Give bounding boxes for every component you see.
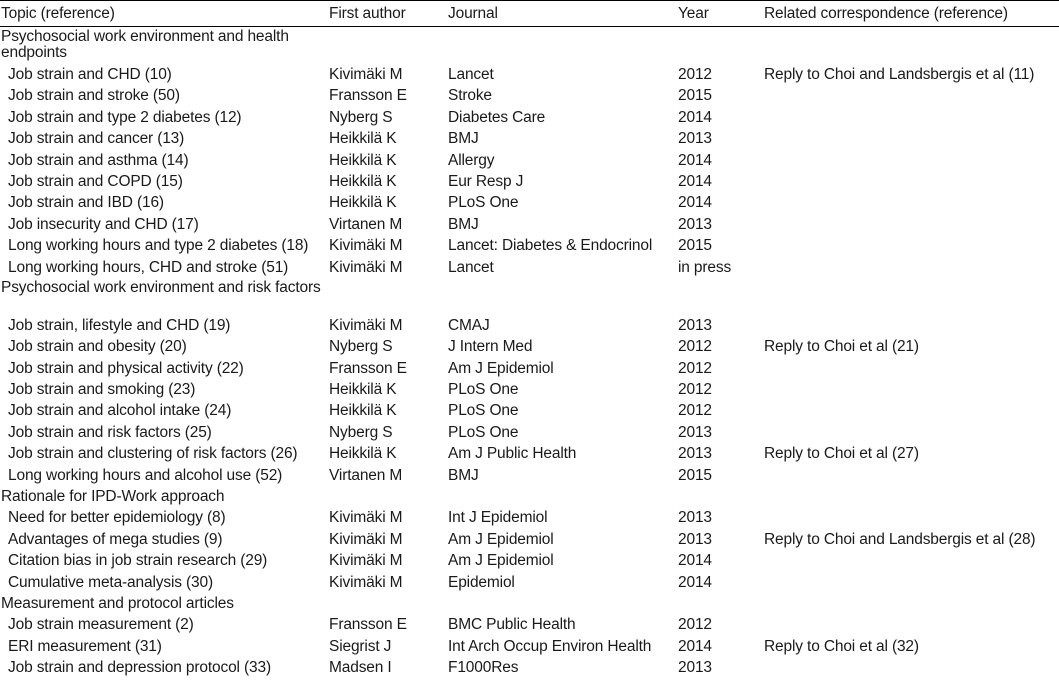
cell-year: 2013 — [678, 445, 712, 463]
cell-topic: Long working hours and alcohol use (52) — [8, 466, 283, 484]
table-row — [0, 336, 1059, 357]
cell-first-author: Kivimäki M — [329, 237, 403, 255]
cell-topic: Advantages of mega studies (9) — [8, 530, 223, 548]
header-journal: Journal — [448, 5, 498, 22]
cell-topic: Job strain and COPD (15) — [8, 172, 183, 190]
cell-topic: ERI measurement (31) — [8, 637, 162, 655]
cell-first-author: Heikkilä K — [329, 130, 397, 148]
cell-first-author: Heikkilä K — [329, 381, 397, 399]
cell-year: 2012 — [678, 616, 712, 634]
table-row — [0, 400, 1059, 421]
header-correspondence: Related correspondence (reference) — [764, 5, 1008, 22]
cell-year: 2014 — [678, 637, 712, 655]
cell-topic: Long working hours and type 2 diabetes (18) — [8, 237, 309, 255]
header-topic: Topic (reference) — [1, 5, 115, 22]
table-row — [0, 572, 1059, 593]
cell-first-author: Nyberg S — [329, 108, 393, 126]
cell-correspondence: Reply to Choi and Landsbergis et al (28) — [764, 530, 1036, 548]
cell-journal: Int J Epidemiol — [448, 509, 548, 527]
cell-first-author: Siegrist J — [329, 637, 392, 655]
cell-year: 2015 — [678, 466, 712, 484]
cell-year: 2013 — [678, 423, 712, 441]
section-title: Measurement and protocol articles — [1, 594, 234, 612]
cell-topic: Job strain and IBD (16) — [8, 194, 164, 212]
cell-first-author: Kivimäki M — [329, 509, 403, 527]
table-row — [0, 192, 1059, 213]
section-row — [0, 593, 1059, 614]
cell-journal: PLoS One — [448, 381, 519, 399]
cell-year: 2012 — [678, 359, 712, 377]
cell-first-author: Fransson E — [329, 616, 407, 634]
section-title: Psychosocial work environment and health endpoints — [1, 28, 289, 61]
header-first-author: First author — [329, 5, 406, 22]
cell-year: 2014 — [678, 552, 712, 570]
cell-journal: Lancet — [448, 258, 494, 276]
cell-topic: Long working hours, CHD and stroke (51) — [8, 258, 289, 276]
cell-year: 2014 — [678, 151, 712, 169]
cell-topic: Job strain and risk factors (25) — [8, 423, 212, 441]
cell-first-author: Nyberg S — [329, 338, 393, 356]
table-row — [0, 64, 1059, 85]
cell-year: 2013 — [678, 509, 712, 527]
cell-journal: Eur Resp J — [448, 172, 524, 190]
table-row — [0, 128, 1059, 149]
cell-first-author: Heikkilä K — [329, 151, 397, 169]
cell-year: 2014 — [678, 573, 712, 591]
cell-journal: PLoS One — [448, 423, 519, 441]
cell-topic: Job insecurity and CHD (17) — [8, 215, 199, 233]
cell-first-author: Virtanen M — [329, 466, 403, 484]
cell-journal: Lancet — [448, 66, 494, 83]
cell-journal: PLoS One — [448, 194, 519, 212]
cell-first-author: Heikkilä K — [329, 445, 397, 463]
table-row — [0, 657, 1059, 678]
table-row — [0, 150, 1059, 171]
cell-topic: Job strain, lifestyle and CHD (19) — [8, 316, 231, 334]
table-body — [0, 27, 1059, 679]
table-row — [0, 465, 1059, 486]
cell-first-author: Kivimäki M — [329, 530, 403, 548]
cell-journal: Am J Epidemiol — [448, 359, 554, 377]
section-row — [0, 486, 1059, 507]
cell-topic: Cumulative meta-analysis (30) — [8, 573, 213, 591]
table-row — [0, 171, 1059, 192]
cell-journal: Allergy — [448, 151, 495, 169]
cell-year: 2014 — [678, 172, 712, 190]
cell-journal: CMAJ — [448, 316, 490, 334]
cell-journal: Int Arch Occup Environ Health — [448, 637, 652, 655]
cell-topic: Job strain and CHD (10) — [8, 66, 172, 83]
cell-topic: Job strain and obesity (20) — [8, 338, 187, 356]
cell-journal: J Intern Med — [448, 338, 533, 356]
table-row — [0, 107, 1059, 128]
cell-topic: Job strain and asthma (14) — [8, 151, 189, 169]
cell-journal: BMJ — [448, 466, 479, 484]
cell-topic: Job strain and depression protocol (33) — [8, 659, 271, 677]
cell-journal: BMC Public Health — [448, 616, 576, 634]
cell-first-author: Kivimäki M — [329, 258, 403, 276]
cell-year: 2014 — [678, 194, 712, 212]
cell-year: 2012 — [678, 381, 712, 399]
cell-year: 2013 — [678, 530, 712, 548]
cell-journal: Am J Public Health — [448, 445, 577, 463]
section-title: Psychosocial work environment and risk factors — [1, 278, 321, 296]
cell-topic: Job strain and type 2 diabetes (12) — [8, 108, 242, 126]
cell-year: in press — [678, 258, 732, 276]
cell-topic: Job strain and clustering of risk factors (26) — [8, 445, 298, 463]
section-title: Rationale for IPD-Work approach — [1, 488, 225, 506]
table-row — [0, 257, 1059, 278]
table-row — [0, 235, 1059, 256]
cell-topic: Job strain and smoking (23) — [8, 381, 196, 399]
cell-journal: Am J Epidemiol — [448, 552, 554, 570]
cell-journal: Epidemiol — [448, 573, 515, 591]
cell-year: 2013 — [678, 215, 712, 233]
header-row — [0, 1, 1059, 26]
cell-year: 2014 — [678, 108, 712, 126]
table-row — [0, 85, 1059, 106]
table-row — [0, 550, 1059, 571]
cell-topic: Job strain and alcohol intake (24) — [8, 402, 232, 420]
cell-first-author: Heikkilä K — [329, 194, 397, 212]
table-row — [0, 529, 1059, 550]
cell-journal: Stroke — [448, 87, 492, 105]
cell-topic: Job strain and stroke (50) — [8, 87, 180, 105]
cell-topic: Job strain and physical activity (22) — [8, 359, 244, 377]
cell-first-author: Kivimäki M — [329, 552, 403, 570]
table-row — [0, 636, 1059, 657]
table-row — [0, 422, 1059, 443]
cell-topic: Citation bias in job strain research (29) — [8, 552, 268, 570]
section-row — [0, 278, 1059, 315]
cell-year: 2013 — [678, 130, 712, 148]
cell-journal: Diabetes Care — [448, 108, 546, 126]
cell-first-author: Virtanen M — [329, 215, 403, 233]
table-row — [0, 214, 1059, 235]
table-row — [0, 315, 1059, 336]
cell-correspondence: Reply to Choi et al (21) — [764, 338, 919, 356]
cell-first-author: Fransson E — [329, 359, 407, 377]
cell-first-author: Kivimäki M — [329, 573, 403, 591]
table-row — [0, 507, 1059, 528]
cell-topic: Job strain measurement (2) — [8, 616, 194, 634]
cell-journal: Lancet: Diabetes & Endocrinol — [448, 237, 653, 255]
cell-year: 2012 — [678, 402, 712, 420]
cell-topic: Need for better epidemiology (8) — [8, 509, 226, 527]
cell-year: 2012 — [678, 338, 712, 356]
header-year: Year — [678, 5, 709, 22]
cell-first-author: Madsen I — [329, 659, 392, 677]
cell-journal: Am J Epidemiol — [448, 530, 554, 548]
cell-journal: F1000Res — [448, 659, 519, 677]
cell-first-author: Kivimäki M — [329, 66, 403, 83]
table-row — [0, 358, 1059, 379]
cell-year: 2013 — [678, 659, 712, 677]
cell-correspondence: Reply to Choi et al (27) — [764, 445, 919, 463]
cell-journal: PLoS One — [448, 402, 519, 420]
cell-first-author: Heikkilä K — [329, 402, 397, 420]
table-row — [0, 379, 1059, 400]
cell-correspondence: Reply to Choi and Landsbergis et al (11) — [764, 66, 1035, 83]
cell-first-author: Kivimäki M — [329, 316, 403, 334]
cell-journal: BMJ — [448, 215, 479, 233]
cell-first-author: Fransson E — [329, 87, 407, 105]
cell-first-author: Nyberg S — [329, 423, 393, 441]
cell-year: 2012 — [678, 66, 712, 83]
table-row — [0, 443, 1059, 464]
cell-correspondence: Reply to Choi et al (32) — [764, 637, 919, 655]
cell-topic: Job strain and cancer (13) — [8, 130, 185, 148]
cell-year: 2015 — [678, 237, 712, 255]
table-row — [0, 614, 1059, 635]
cell-year: 2015 — [678, 87, 712, 105]
cell-year: 2013 — [678, 316, 712, 334]
cell-first-author: Heikkilä K — [329, 172, 397, 190]
cell-journal: BMJ — [448, 130, 479, 148]
section-row — [0, 27, 1059, 64]
